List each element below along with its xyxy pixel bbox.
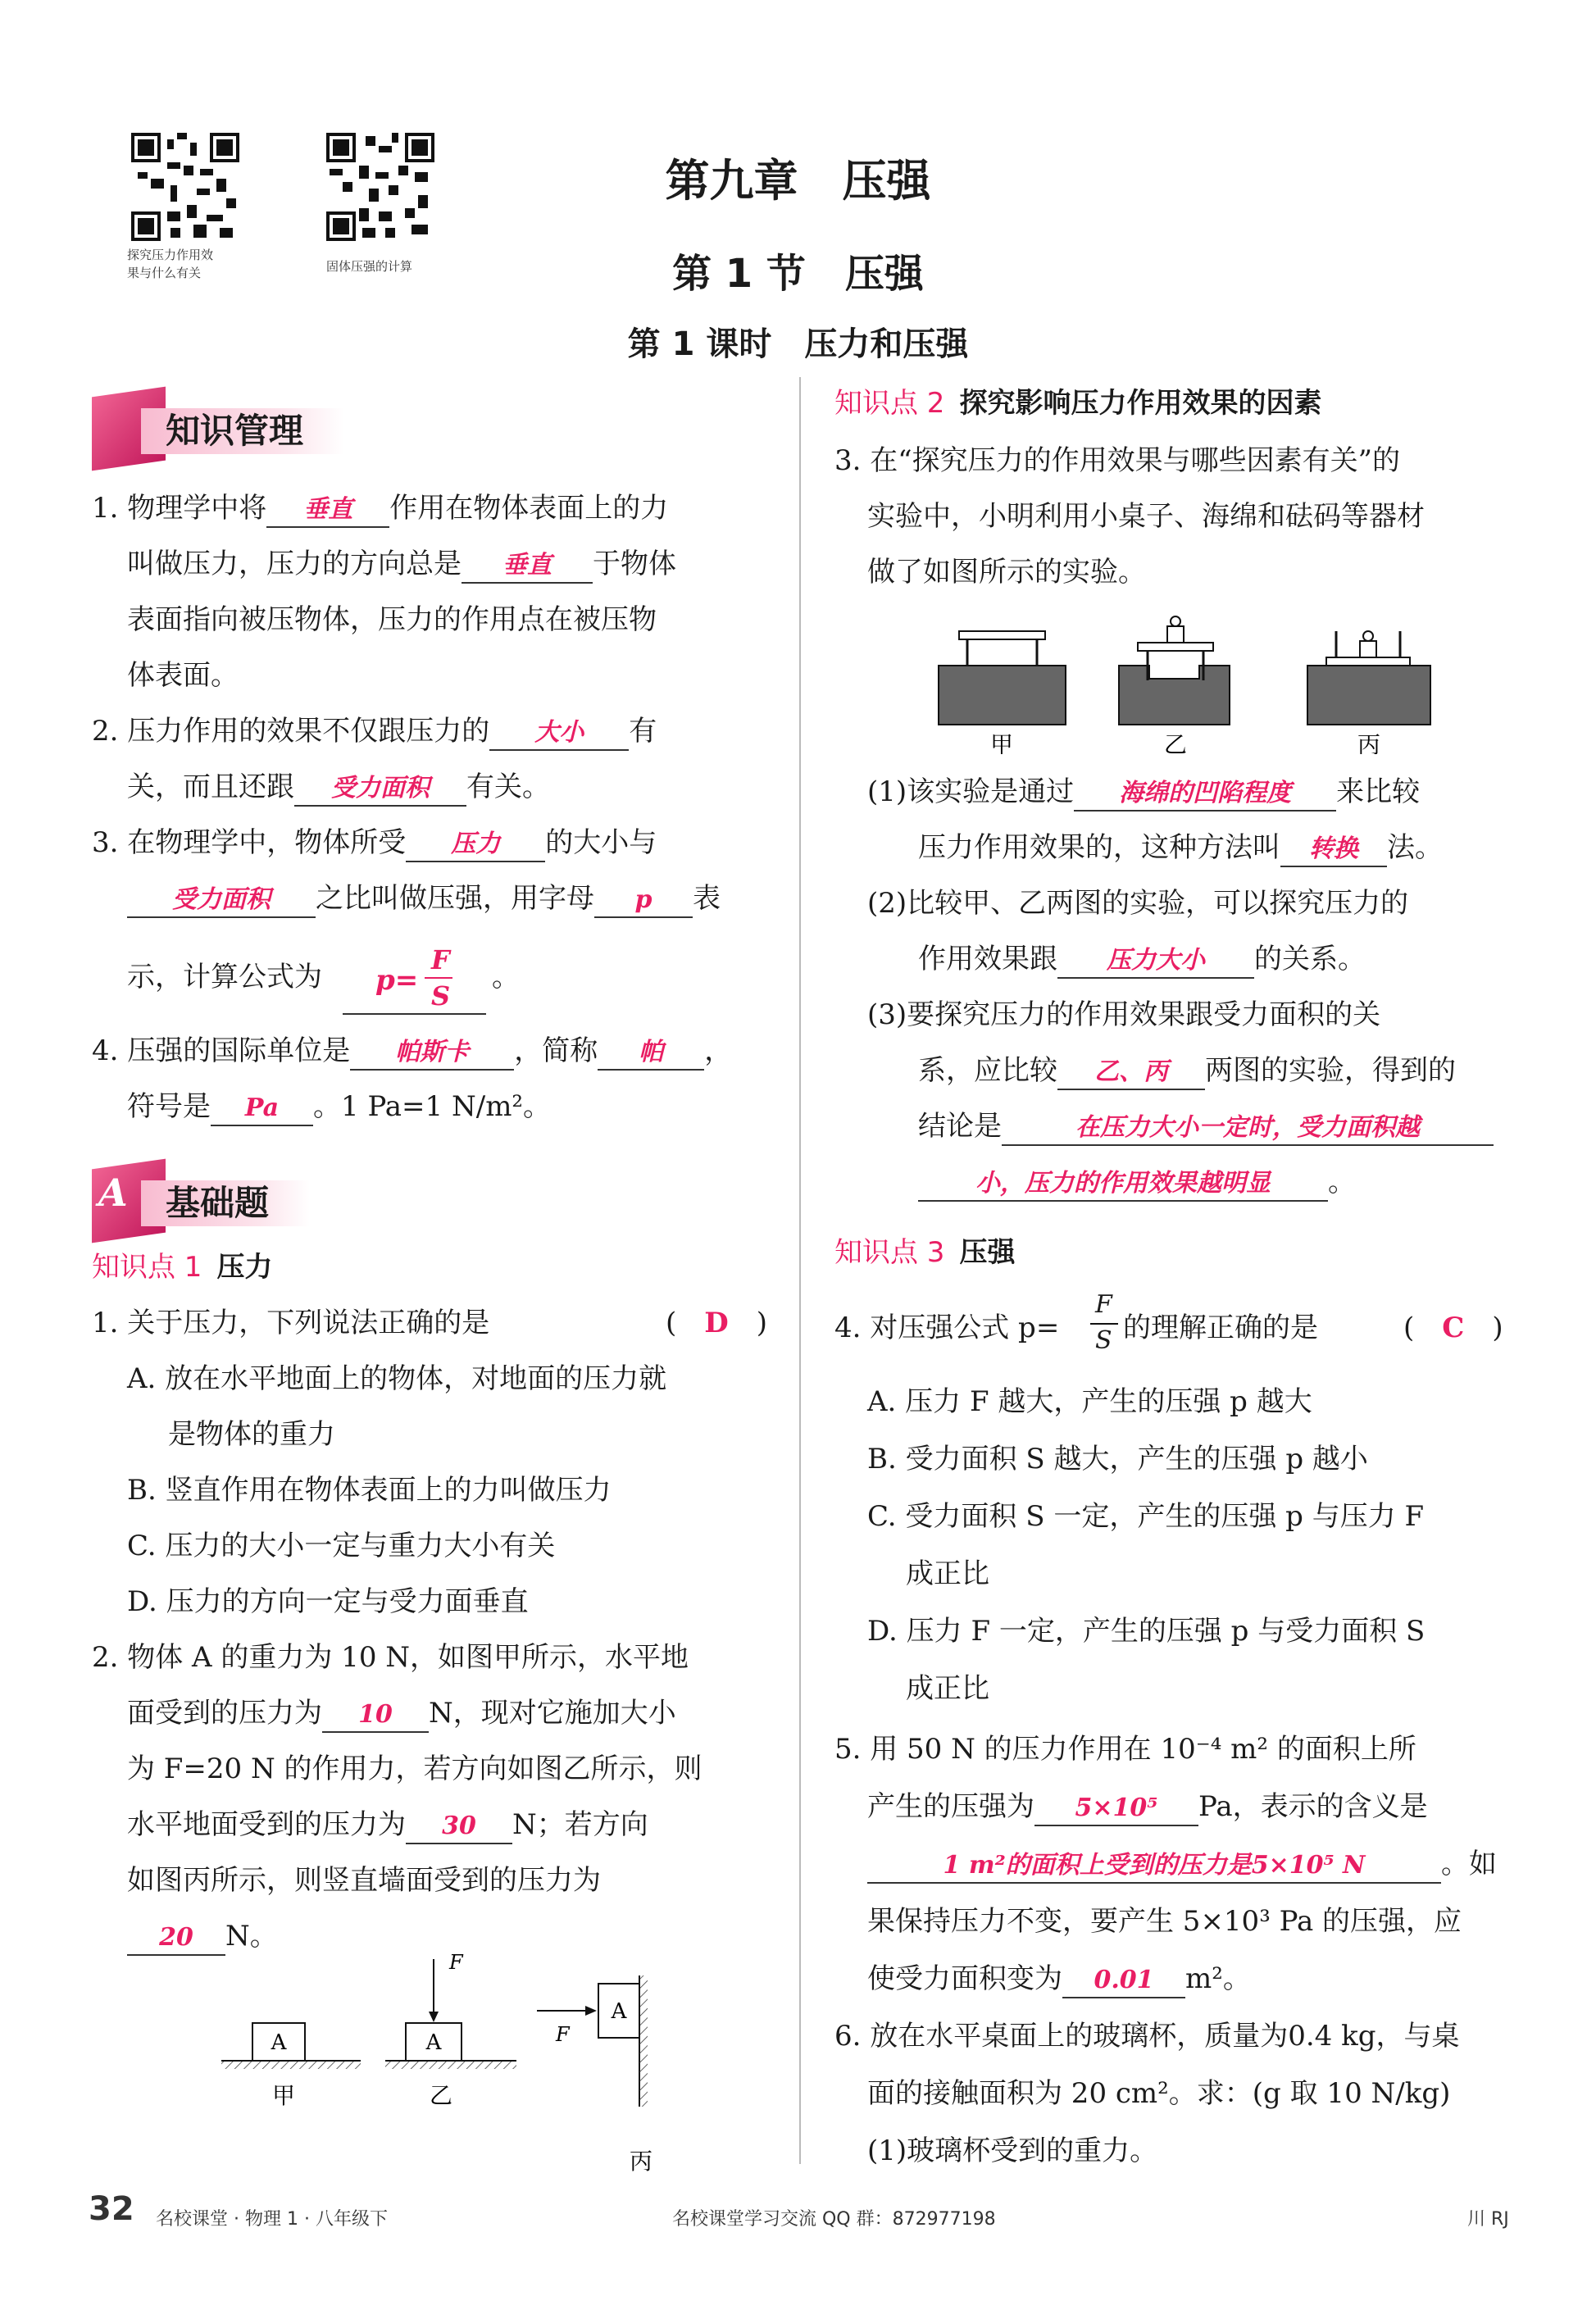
- answer-blank: 帕: [598, 1036, 704, 1071]
- basic-q2-line1: 2. 物体 A 的重力为 10 N，如图甲所示，水平地: [92, 1641, 689, 1674]
- right-q6-line2: 面的接触面积为 20 cm²。求：(g 取 10 N/kg): [867, 2077, 1451, 2110]
- right-q4-option-d: D. 压力 F 一定，产生的压强 p 与受力面积 S: [867, 1615, 1425, 1648]
- right-q3-line1: 3. 在“探究压力的作用效果与哪些因素有关”的: [834, 444, 1401, 477]
- svg-text:A: A: [425, 2030, 442, 2055]
- knowledge-q3-line1: 3. 在物理学中，物体所受 压力 的大小与: [92, 826, 657, 862]
- knowledge-q1-line1: 1. 物理学中将 垂直 作用在物体表面上的力: [92, 492, 668, 528]
- knowledge-q2-line2: 关，而且还跟 受力面积 有关。: [127, 771, 550, 807]
- knowledge-q3-line2: 受力面积 之比叫做压强，用字母 p 表: [127, 882, 721, 918]
- column-divider: [799, 377, 801, 2164]
- right-q3-part3-line2: 系，应比较 乙、丙 两图的实验，得到的: [918, 1054, 1456, 1090]
- footer-right: 川 RJ: [1467, 2209, 1509, 2230]
- right-q5-line4: 果保持压力不变，要产生 5×10³ Pa 的压强，应: [867, 1905, 1462, 1938]
- force-figure: [221, 1943, 680, 2172]
- sponge-yi: [1119, 616, 1230, 754]
- qr-caption-left: 探究压力作用效 果与什么有关: [127, 248, 214, 280]
- knowledge-q3-line3: 示，计算公式为: [127, 961, 322, 993]
- right-q5-line3: 1 m²的面积上受到的压力是5×10⁵ N 。如: [867, 1848, 1497, 1884]
- right-q4-stem-end: 的理解正确的是: [1123, 1312, 1318, 1344]
- knowledge-q1-line2: 叫做压力，压力的方向总是 垂直 于物体: [127, 548, 676, 584]
- answer-blank: p: [594, 884, 693, 918]
- sponge-jia: [939, 631, 1066, 754]
- formula-numerator: F: [431, 944, 450, 975]
- answer-blank: 压力大小: [1057, 944, 1254, 979]
- answer-blank: 在压力大小一定时，受力面积越: [1002, 1112, 1494, 1146]
- answer-blank: 受力面积: [127, 884, 316, 918]
- svg-text:F: F: [449, 1951, 463, 1974]
- sponge: [939, 666, 1066, 725]
- footer-center: 名校课堂学习交流 QQ 群：872977198: [672, 2209, 996, 2230]
- knowledge-q2-line1: 2. 压力作用的效果不仅跟压力的 大小 有: [92, 715, 657, 751]
- answer-blank: Pa: [211, 1092, 313, 1126]
- figure-label-yi: 乙: [429, 2082, 453, 2109]
- svg-text:A: A: [271, 2030, 287, 2055]
- answer-blank: 乙、丙: [1057, 1056, 1205, 1090]
- answer-blank: 垂直: [462, 549, 593, 584]
- figure-label-jia: 甲: [271, 2082, 296, 2109]
- table-top: [959, 631, 1045, 639]
- footer-book: 名校课堂 · 物理 1 · 八年级下: [156, 2209, 388, 2230]
- basic-q2-line4: 水平地面受到的压力为 30 N；若方向: [127, 1808, 648, 1844]
- knowledge-q1-line4: 体表面。: [127, 659, 239, 692]
- svg-text:A: A: [611, 1999, 627, 2024]
- right-q3-part1-line1: (1)该实验是通过 海绵的凹陷程度 来比较: [867, 775, 1420, 812]
- figure-yi: [385, 1951, 516, 2109]
- answer-blank: 压力: [406, 828, 545, 862]
- basic-q2-line5: 如图丙所示，则竖直墙面受到的压力为: [127, 1864, 601, 1897]
- fraction-bar: [425, 977, 452, 979]
- banner-knowledge: [92, 392, 436, 466]
- right-q4-option-b: B. 受力面积 S 越大，产生的压强 p 越小: [867, 1443, 1368, 1475]
- right-q4-answer: ( C ): [1403, 1312, 1503, 1344]
- right-q4-stem: 4. 对压强公式 p=: [834, 1312, 1060, 1344]
- right-q5-line2: 产生的压强为 5×10⁵ Pa，表示的含义是: [867, 1790, 1428, 1826]
- banner-label: 知识管理: [141, 408, 344, 454]
- table-top: [1138, 643, 1213, 651]
- answer-blank: 30: [406, 1810, 512, 1844]
- figure-jia: [221, 2023, 361, 2109]
- fraction-bar: [1090, 1323, 1118, 1325]
- figure-label-yi: 乙: [1163, 731, 1188, 754]
- answer-blank: 5×10⁵: [1034, 1792, 1198, 1826]
- right-q3-line2: 实验中，小明利用小桌子、海绵和砝码等器材: [867, 500, 1425, 533]
- weight: [1167, 626, 1184, 643]
- sponge: [1307, 666, 1430, 725]
- formula-p: p=: [375, 964, 419, 997]
- right-q4-option-c-cont: 成正比: [906, 1557, 989, 1590]
- knowledge-point-2: 知识点 2 探究影响压力作用效果的因素: [834, 387, 1322, 420]
- basic-q1-option-b: B. 竖直作用在物体表面上的力叫做压力: [127, 1474, 612, 1507]
- knowledge-q3-end: 。: [492, 961, 520, 993]
- sponge-figure: [934, 607, 1443, 754]
- right-q3-part2-line1: (2)比较甲、乙两图的实验，可以探究压力的: [867, 887, 1409, 920]
- figure-label-jia: 甲: [989, 731, 1014, 754]
- basic-q1-option-a: A. 放在水平地面上的物体，对地面的压力就: [127, 1362, 667, 1395]
- right-q3-line3: 做了如图所示的实验。: [867, 556, 1146, 589]
- knowledge-point-1: 知识点 1 压力: [92, 1251, 273, 1284]
- knowledge-q1-line3: 表面指向被压物体，压力的作用点在被压物: [127, 603, 657, 636]
- figure-label-bing: 丙: [629, 2148, 653, 2172]
- right-q4-option-c: C. 受力面积 S 一定，产生的压强 p 与压力 F: [867, 1500, 1425, 1533]
- answer-blank: 0.01: [1062, 1964, 1185, 1998]
- answer-blank: 转换: [1280, 833, 1387, 867]
- svg-text:F: F: [556, 2023, 570, 2046]
- basic-q2-line3: 为 F=20 N 的作用力，若方向如图乙所示，则: [127, 1753, 703, 1785]
- right-q3-part3-line3: 结论是 在压力大小一定时，受力面积越: [918, 1110, 1494, 1146]
- basic-q1-option-c: C. 压力的大小一定与重力大小有关: [127, 1530, 556, 1562]
- answer-blank: 10: [322, 1698, 429, 1733]
- right-q4-option-a: A. 压力 F 越大，产生的压强 p 越大: [867, 1385, 1312, 1418]
- basic-q1-answer: ( D ): [666, 1307, 768, 1339]
- knowledge-point-3: 知识点 3 压强: [834, 1236, 1016, 1269]
- basic-q1-stem: 1. 关于压力，下列说法正确的是: [92, 1307, 490, 1339]
- chapter-title: 第九章 压强: [665, 155, 931, 207]
- banner-badge: A: [98, 1171, 128, 1215]
- page-number: 32: [89, 2190, 134, 2228]
- answer-blank: 受力面积: [294, 772, 466, 807]
- right-q5-line5: 使受力面积变为 0.01 m²。: [867, 1962, 1251, 1998]
- q4-fraction: F S: [1090, 1290, 1120, 1364]
- right-q6-line3: (1)玻璃杯受到的重力。: [867, 2135, 1158, 2167]
- basic-q2-line6: 20 N。: [127, 1920, 278, 1956]
- sponge: [1119, 666, 1230, 725]
- right-q5-line1: 5. 用 50 N 的压力作用在 10⁻⁴ m² 的面积上所: [834, 1733, 1416, 1766]
- right-q3-part1-line2: 压力作用效果的，这种方法叫 转换 法。: [918, 831, 1443, 867]
- formula-blank: [343, 941, 486, 1015]
- right-q3-part3-line1: (3)要探究压力的作用效果跟受力面积的关: [867, 998, 1381, 1031]
- sponge-bing: [1307, 631, 1430, 754]
- answer-blank: 帕斯卡: [350, 1036, 514, 1071]
- banner-label: 基础题: [141, 1180, 310, 1226]
- right-q3-part3-line4: 小，压力的作用效果越明显 。: [918, 1166, 1356, 1202]
- weight: [1360, 641, 1376, 657]
- answer-blank: 小，压力的作用效果越明显: [918, 1167, 1328, 1202]
- answer-blank: 海绵的凹陷程度: [1074, 777, 1336, 812]
- formula-denominator: S: [431, 980, 451, 1012]
- basic-q1-option-a-cont: 是物体的重力: [168, 1418, 335, 1451]
- answer-blank: 20: [127, 1921, 225, 1956]
- table-top: [1326, 657, 1410, 666]
- right-q3-part2-line2: 作用效果跟 压力大小 的关系。: [918, 943, 1366, 979]
- right-q4-option-d-cont: 成正比: [906, 1672, 989, 1705]
- basic-q2-line2: 面受到的压力为 10 N，现对它施加大小: [127, 1697, 676, 1733]
- answer-blank: 1 m²的面积上受到的压力是5×10⁵ N: [867, 1849, 1441, 1884]
- answer-blank: 垂直: [266, 493, 389, 528]
- basic-q1-option-d: D. 压力的方向一定与受力面垂直: [127, 1585, 529, 1618]
- knowledge-q4-line2: 符号是 Pa 。1 Pa=1 N/m²。: [127, 1090, 551, 1126]
- banner-basic: [92, 1164, 436, 1238]
- knowledge-q4-line1: 4. 压强的国际单位是 帕斯卡 ，简称 帕 ，: [92, 1034, 732, 1071]
- figure-bing: [537, 1975, 652, 2172]
- section-title: 第 1 节 压强: [672, 251, 924, 297]
- lesson-title: 第 1 课时 压力和压强: [627, 325, 969, 363]
- right-q6-line1: 6. 放在水平桌面上的玻璃杯，质量为0.4 kg，与桌: [834, 2020, 1460, 2053]
- figure-label-bing: 丙: [1357, 731, 1381, 754]
- qr-caption-right: 固体压强的计算: [326, 259, 413, 274]
- answer-blank: 大小: [489, 716, 629, 751]
